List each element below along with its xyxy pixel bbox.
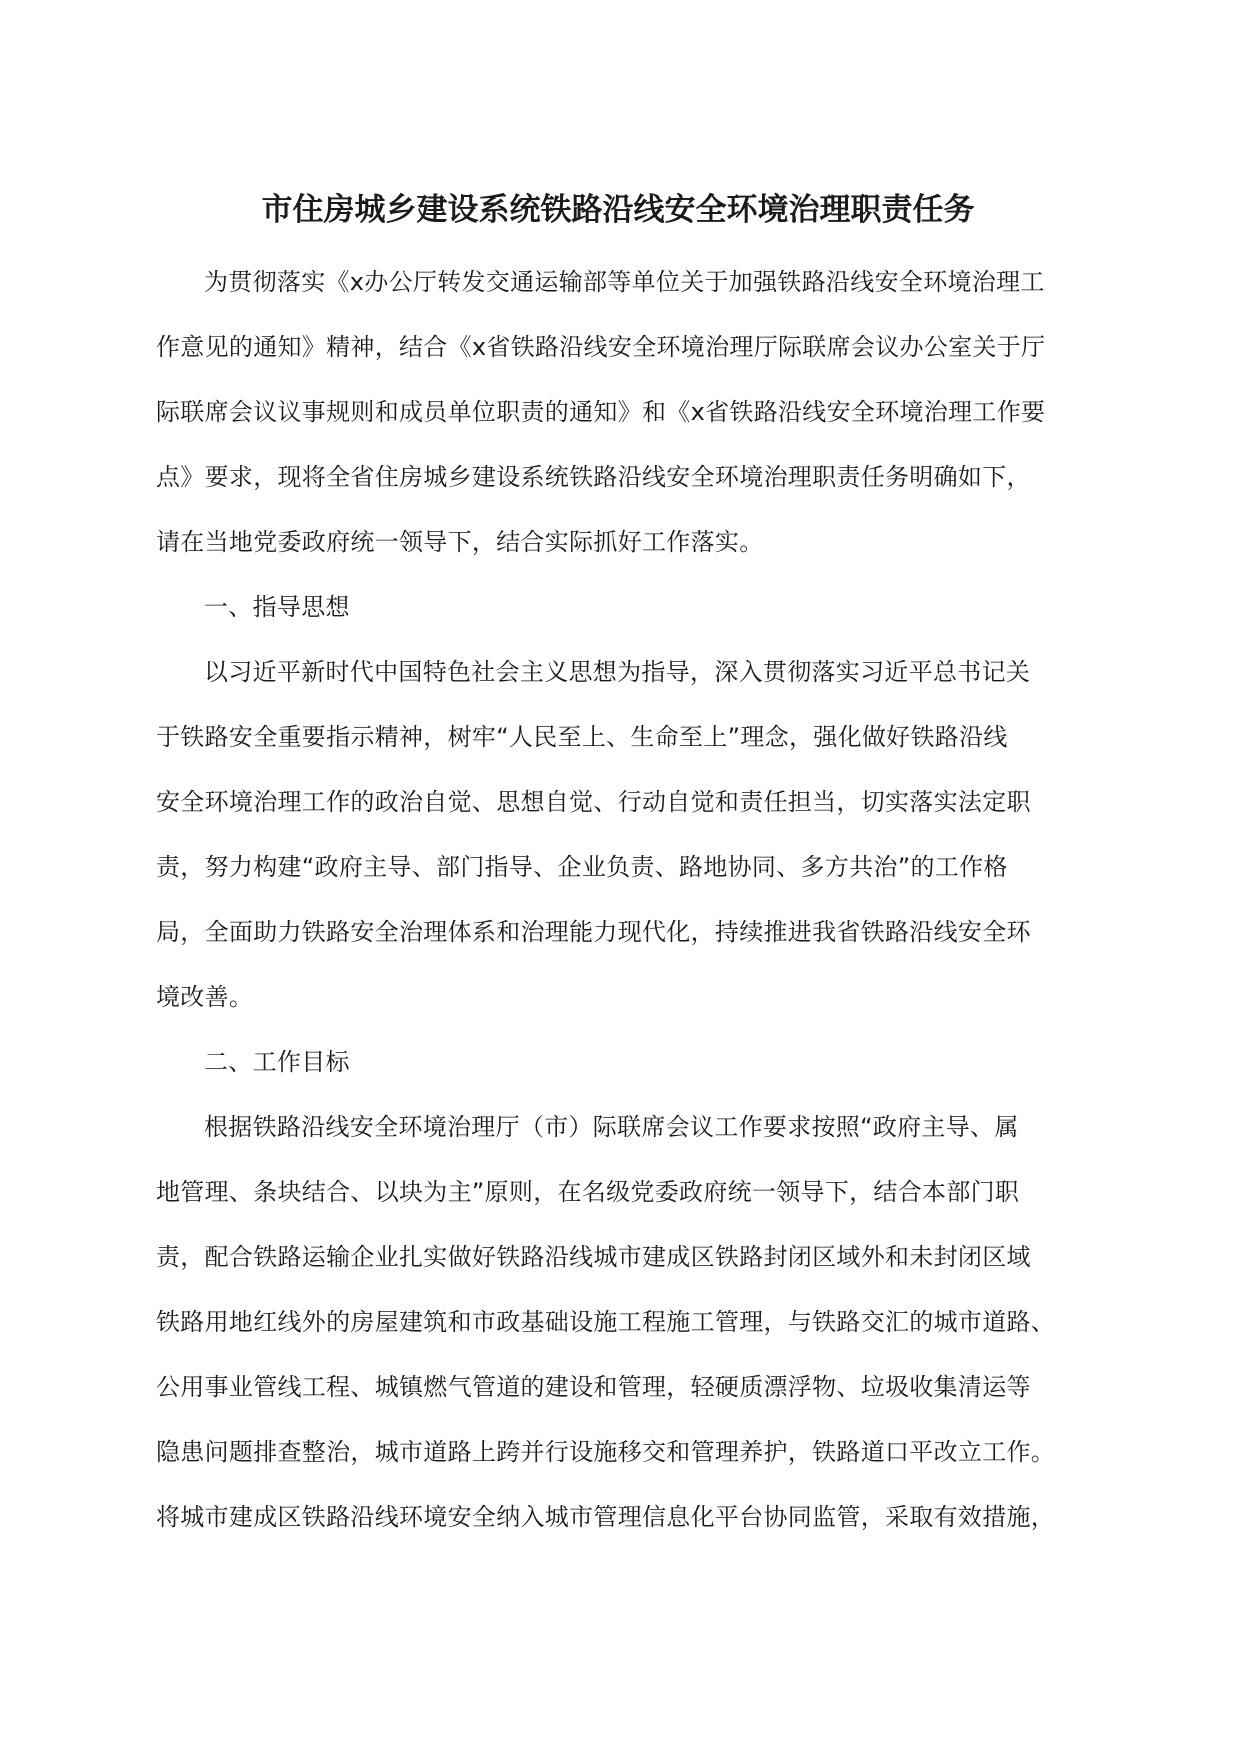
intro-line: 际联席会议议事规则和成员单位职责的通知》和《x省铁路沿线安全环境治理工作要 [156, 398, 1046, 426]
work-goals-line: 将城市建成区铁路沿线环境安全纳入城市管理信息化平台协同监管，采取有效措施， [156, 1503, 1056, 1531]
guiding-ideology-line: 局，全面助力铁路安全治理体系和治理能力现代化，持续推进我省铁路沿线安全环 [156, 918, 1031, 946]
guiding-ideology-line: 责，努力构建“政府主导、部门指导、企业负责、路地协同、多方共治”的工作格 [156, 853, 1008, 881]
guiding-ideology-line: 以习近平新时代中国特色社会主义思想为指导，深入贯彻落实习近平总书记关 [204, 658, 1031, 686]
work-goals-line: 公用事业管线工程、城镇燃气管道的建设和管理，轻硬质漂浮物、垃圾收集清运等 [156, 1373, 1031, 1401]
work-goals-line: 地管理、条块结合、以块为主”原则，在名级党委政府统一领导下，结合本部门职 [156, 1178, 1020, 1206]
work-goals-line: 铁路用地红线外的房屋建筑和市政基础设施工程施工管理，与铁路交汇的城市道路、 [156, 1308, 1056, 1336]
section-heading-work-goals: 二、工作目标 [204, 1048, 350, 1076]
intro-line: 点》要求，现将全省住房城乡建设系统铁路沿线安全环境治理职责任务明确如下， [156, 463, 1031, 491]
intro-line: 请在当地党委政府统一领导下，结合实际抓好工作落实。 [156, 528, 764, 556]
document-title: 市住房城乡建设系统铁路沿线安全环境治理职责任务 [261, 192, 975, 228]
guiding-ideology-line: 安全环境治理工作的政治自觉、思想自觉、行动自觉和责任担当，切实落实法定职 [156, 788, 1031, 816]
intro-line: 为贯彻落实《x办公厅转发交通运输部等单位关于加强铁路沿线安全环境治理工 [204, 268, 1045, 296]
work-goals-line: 隐患问题排查整治，城市道路上跨并行设施移交和管理养护，铁路道口平改立工作。 [156, 1438, 1056, 1466]
work-goals-line: 责，配合铁路运输企业扎实做好铁路沿线城市建成区铁路封闭区域外和未封闭区域 [156, 1243, 1031, 1271]
document-body [156, 250, 1080, 1550]
guiding-ideology-line: 于铁路安全重要指示精神，树牢“人民至上、生命至上”理念，强化做好铁路沿线 [156, 723, 1008, 751]
work-goals-paragraph [156, 1095, 1080, 1550]
intro-line: 作意见的通知》精神，结合《x省铁路沿线安全环境治理厅际联席会议办公室关于厅 [156, 333, 1046, 361]
section-heading-guiding-ideology: 一、指导思想 [204, 593, 350, 621]
guiding-ideology-line: 境改善。 [156, 983, 254, 1011]
document-page [156, 190, 1080, 1550]
guiding-ideology-paragraph [156, 640, 1080, 1030]
intro-paragraph [156, 250, 1080, 575]
work-goals-line: 根据铁路沿线安全环境治理厅（市）际联席会议工作要求按照“政府主导、属 [204, 1113, 1019, 1141]
